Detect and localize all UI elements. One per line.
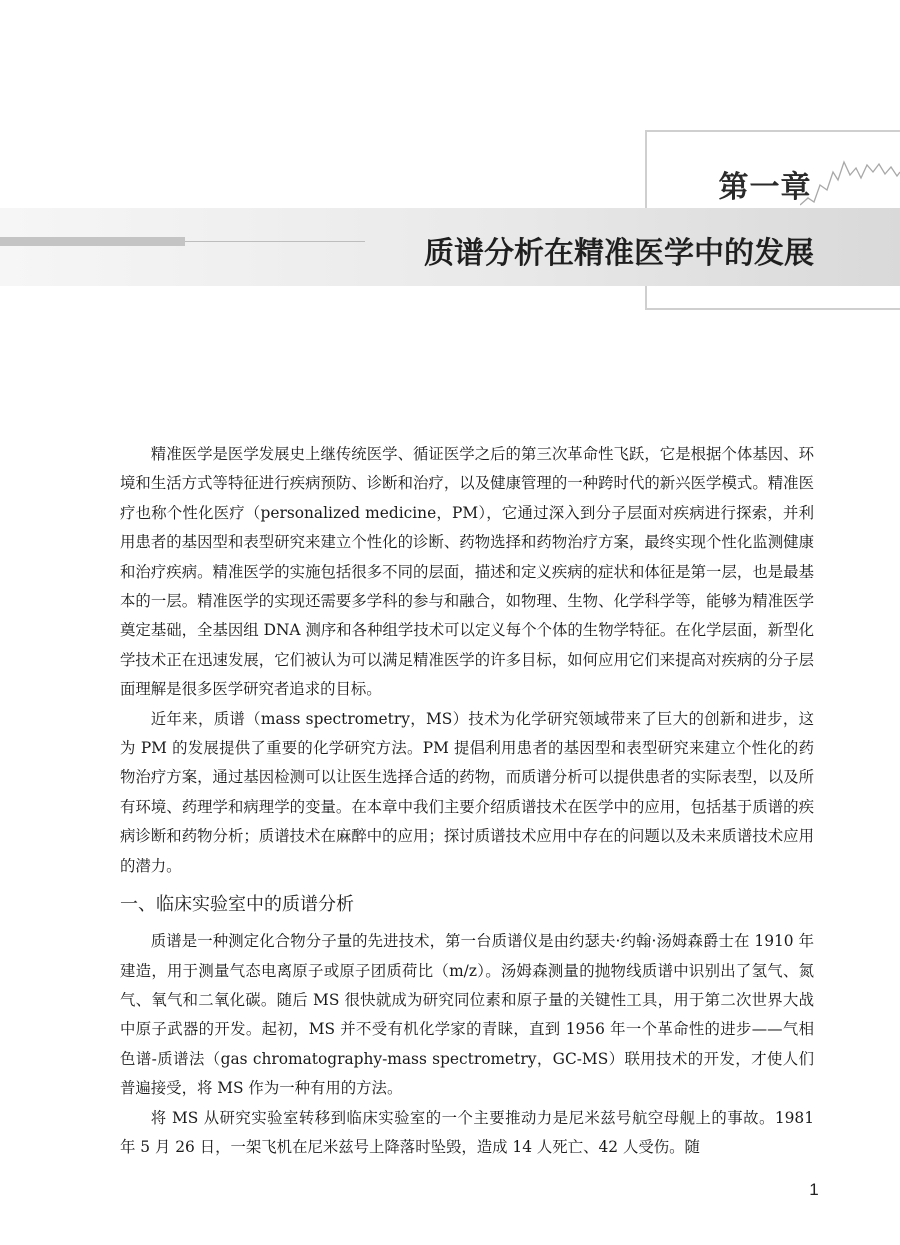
intro-paragraph: 近年来，质谱（mass spectrometry，MS）技术为化学研究领域带来了巨大的创新和进步，这为 PM 的发展提供了重要的化学研究方法。PM 提倡利用患者的基因型和表型研究来建立个性化的药物治疗方案，通过基因检测可以让医生选择合适的药物，而质谱分析可以提供患者的实际表型，以及所有环境、药理学和病理学的变量。在本章中我们主要介绍质谱技术在医学中的应用，包括基于质谱的疾病诊断和药物分析；质谱技术在麻醉中的应用；探讨质谱技术应用中存在的问题以及未来质谱技术应用的潜力。 [120,709,814,875]
title-band-line [185,241,365,242]
chapter-number: 第一章 [718,170,812,205]
section-paragraph: 将 MS 从研究实验室转移到临床实验室的一个主要推动力是尼米兹号航空母舰上的事故。1981 年 5 月 26 日，一架飞机在尼米兹号上降落时坠毁，造成 14 人死亡、42 人受伤。随 [120,1108,814,1156]
intro-paragraph: 精准医学是医学发展史上继传统医学、循证医学之后的第三次革命性飞跃，它是根据个体基因、环境和生活方式等特征进行疾病预防、诊断和治疗，以及健康管理的一种跨时代的新兴医学模式。精准医疗也称个性化医疗（personalized medicine，PM），它通过深入到分子层面对疾病进行探索，并利用患者的基因型和表型研究来建立个性化的诊断、药物选择和药物治疗方案，最终实现个性化监测健康和治疗疾病。精准医学的实施包括很多不同的层面，描述和定义疾病的症状和体征是第一层，也是最基本的一层。精准医学的实现还需要多学科的参与和融合，如物理、生物、化学科学等，能够为精准医学奠定基础，全基因组 DNA 测序和各种组学技术可以定义每个个体的生物学特征。在化学层面，新型化学技术正在迅速发展，它们被认为可以满足精准医学的许多目标，如何应用它们来提高对疾病的分子层面理解是很多医学研究者追求的目标。 [120,445,814,699]
section-paragraph: 质谱是一种测定化合物分子量的先进技术，第一台质谱仪是由约瑟夫·约翰·汤姆森爵士在 1910 年建造，用于测量气态电离原子或原子团质荷比（m/z）。汤姆森测量的抛物线质谱中识别出了氢气、氮气、氧气和二氧化碳。随后 MS 很快就成为研究同位素和原子量的关键性工具，用于第二次世界大战中原子武器的开发。起初，MS 并不受有机化学家的青睐，直到 1956 年一个革命性的进步——气相色谱-质谱法（gas chromatography-mass spectrometry，GC-MS）联用技术的开发，才使人们普遍接受，将 MS 作为一种有用的方法。 [120,932,814,1098]
page-number: 1 [809,1180,819,1199]
title-band-bar [0,237,185,246]
chapter-title: 质谱分析在精准医学中的发展 [424,236,814,271]
section-heading: 一、临床实验室中的质谱分析 [120,894,354,916]
main-text [120,440,814,1162]
